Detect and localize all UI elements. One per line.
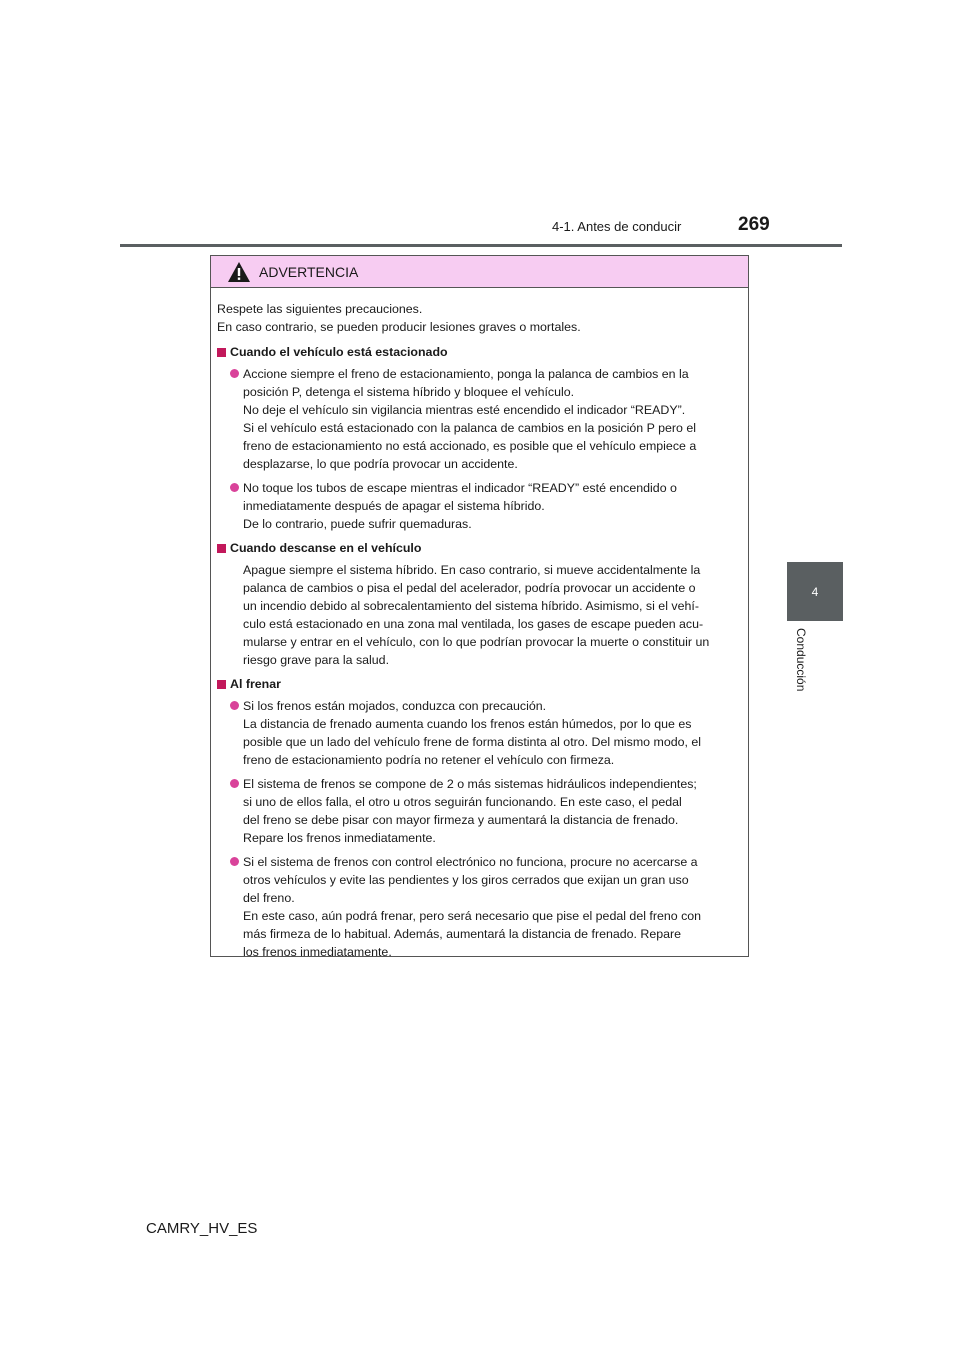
bullet-dot-icon (230, 779, 239, 788)
bullet-line: más firmeza de lo habitual. Además, aumentará la distancia de frenado. Repare (243, 927, 682, 941)
bullet-line: De lo contrario, puede sufrir quemaduras. (243, 517, 472, 531)
bullet-line: No deje el vehículo sin vigilancia mientras esté encendido el indicador “READY”. (243, 403, 686, 417)
section-heading-text: Cuando el vehículo está estacionado (230, 345, 448, 359)
chapter-number: 4 (811, 584, 819, 599)
warning-header (211, 256, 748, 288)
bullet-line: freno de estacionamiento no está accionado, es posible que el vehículo empiece a (243, 439, 697, 453)
section-heading (217, 343, 742, 361)
bullet-line: posible que un lado del vehículo frene de forma distinta al otro. Del mismo modo, el (243, 735, 702, 749)
intro-line: En caso contrario, se pueden producir lesiones graves o mortales. (217, 320, 581, 334)
bullet-line: del freno. (243, 891, 295, 905)
bullet-line: posición P, detenga el sistema híbrido y bloquee el vehículo. (243, 385, 575, 399)
bullet-dot-icon (230, 857, 239, 866)
section-square-icon (217, 348, 226, 357)
paragraph-line: riesgo grave para la salud. (243, 653, 390, 667)
section-square-icon (217, 544, 226, 553)
bullet-line: Accione siempre el freno de estacionamiento, ponga la palanca de cambios en la (243, 367, 689, 381)
bullet-line: otros vehículos y evite las pendientes y los giros cerrados que exijan un gran uso (243, 873, 689, 887)
bullet-line: En este caso, aún podrá frenar, pero será necesario que pise el pedal del freno con (243, 909, 702, 923)
bullet-line: Si el sistema de frenos con control electrónico no funciona, procure no acercarse a (243, 855, 698, 869)
paragraph-line: mularse y entrar en el vehículo, con lo que podrían provocar la muerte o constituir un (243, 635, 710, 649)
warning-triangle-icon (227, 261, 251, 283)
section-paragraph (217, 561, 742, 669)
warning-title: ADVERTENCIA (259, 263, 359, 280)
bullet-line: No toque los tubos de escape mientras el indicador “READY” esté encendido o (243, 481, 677, 495)
warning-sections (217, 343, 742, 961)
bullet-line: Repare los frenos inmediatamente. (243, 831, 436, 845)
section-heading (217, 539, 742, 557)
bullet-line: Si los frenos están mojados, conduzca con precaución. (243, 699, 547, 713)
section-heading-text: Cuando descanse en el vehículo (230, 541, 422, 555)
bullet-item (217, 775, 742, 847)
paragraph-line: un incendio debido al sobrecalentamiento del sistema híbrido. Asimismo, si el vehí- (243, 599, 699, 613)
bullet-line: inmediatamente después de apagar el sistema híbrido. (243, 499, 545, 513)
bullet-item (217, 853, 742, 961)
paragraph-line: Apague siempre el sistema híbrido. En caso contrario, si mueve accidentalmente la (243, 563, 701, 577)
paragraph-line: palanca de cambios o pisa el pedal del acelerador, podría provocar un accidente o (243, 581, 696, 595)
bullet-item (217, 365, 742, 473)
section-heading-text: Al frenar (230, 677, 281, 691)
section-square-icon (217, 680, 226, 689)
bullet-line: del freno se debe pisar con mayor firmeza y aumentará la distancia de frenado. (243, 813, 679, 827)
bullet-dot-icon (230, 483, 239, 492)
document-code: CAMRY_HV_ES (146, 1220, 258, 1237)
running-header-section: 4-1. Antes de conducir (552, 219, 682, 234)
bullet-line: Si el vehículo está estacionado con la palanca de cambios en la posición P pero el (243, 421, 697, 435)
chapter-title: Conducción (794, 628, 808, 692)
chapter-tab (787, 562, 843, 621)
header-rule (120, 244, 842, 247)
bullet-line: los frenos inmediatamente. (243, 945, 392, 959)
page-number: 269 (738, 214, 770, 235)
bullet-item (217, 697, 742, 769)
warning-intro (217, 300, 742, 336)
intro-line: Respete las siguientes precauciones. (217, 302, 423, 316)
section-heading (217, 675, 742, 693)
bullet-line: freno de estacionamiento podría no retener el vehículo con firmeza. (243, 753, 615, 767)
bullet-dot-icon (230, 369, 239, 378)
warning-body (211, 288, 748, 961)
bullet-line: si uno de ellos falla, el otro u otros seguirán funcionando. En este caso, el pedal (243, 795, 682, 809)
paragraph-line: culo está estacionado en una zona mal ventilada, los gases de escape pueden acu- (243, 617, 704, 631)
bullet-line: El sistema de frenos se compone de 2 o más sistemas hidráulicos independientes; (243, 777, 697, 791)
bullet-item (217, 479, 742, 533)
bullet-line: La distancia de frenado aumenta cuando los frenos están húmedos, por lo que es (243, 717, 692, 731)
warning-box (210, 255, 749, 957)
bullet-line: desplazarse, lo que podría provocar un accidente. (243, 457, 518, 471)
bullet-dot-icon (230, 701, 239, 710)
